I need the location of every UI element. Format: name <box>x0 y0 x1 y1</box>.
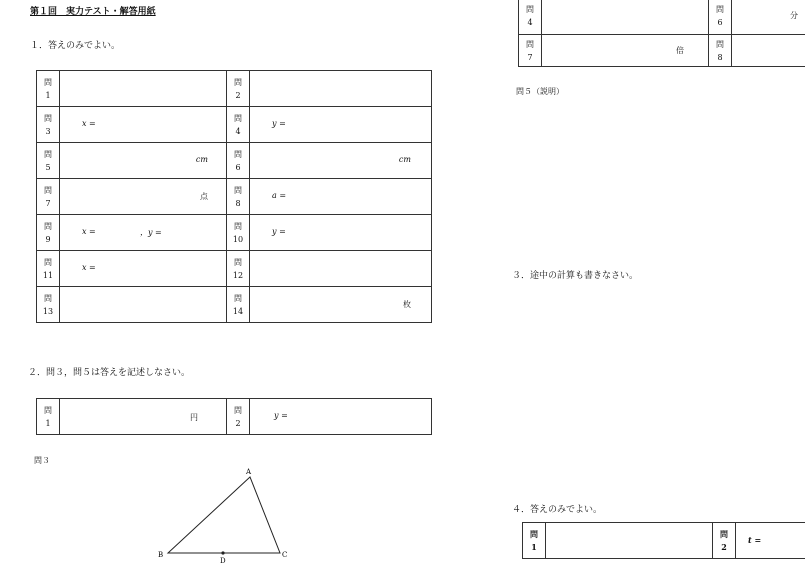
variable-label: x = <box>82 119 96 128</box>
question-number-cell: 問 2 <box>227 399 250 435</box>
question-number-cell: 問 1 <box>523 523 546 559</box>
answer-box[interactable] <box>732 35 805 67</box>
variable-label: y = <box>272 119 286 128</box>
question-number-cell: 問 4 <box>227 107 250 143</box>
variable-label: x = <box>82 263 96 272</box>
answer-box[interactable] <box>60 143 227 179</box>
triangle-figure <box>150 465 300 570</box>
answer-row <box>37 215 432 251</box>
point-d-label: D <box>220 557 226 565</box>
answer-box[interactable] <box>250 143 432 179</box>
variable-label: ，y = <box>140 228 162 237</box>
question-number-cell: 問 9 <box>37 215 60 251</box>
variable-label: t = <box>748 535 762 545</box>
question-number-cell: 問 1 <box>37 71 60 107</box>
answer-box[interactable] <box>250 179 432 215</box>
question-number-cell: 問 6 <box>709 0 732 35</box>
answer-box[interactable] <box>60 399 227 435</box>
answer-box[interactable] <box>250 71 432 107</box>
question-number-cell: 問 2 <box>713 523 736 559</box>
question-number-cell: 問 5 <box>37 143 60 179</box>
section2-answer-table <box>36 398 432 435</box>
answer-row <box>37 251 432 287</box>
answer-box[interactable] <box>250 251 432 287</box>
vertex-a-label: A <box>246 468 252 476</box>
question-number-cell: 問 10 <box>227 215 250 251</box>
answer-row <box>37 287 432 323</box>
question-number-cell: 問 8 <box>227 179 250 215</box>
question-number-cell: 問 8 <box>709 35 732 67</box>
point-d <box>221 551 224 554</box>
unit-label: 分 <box>790 11 798 20</box>
answer-box[interactable] <box>732 0 805 35</box>
vertex-c-label: C <box>282 551 288 559</box>
answer-box[interactable] <box>60 179 227 215</box>
q5-label: 問５（説明） <box>516 87 564 96</box>
question-number-cell: 問 14 <box>227 287 250 323</box>
answer-box[interactable] <box>60 107 227 143</box>
variable-label: x = <box>82 227 96 236</box>
question-number-cell: 問 11 <box>37 251 60 287</box>
q3-label: 問３ <box>34 456 50 465</box>
answer-box[interactable] <box>546 523 713 559</box>
answer-row <box>37 71 432 107</box>
answer-box[interactable] <box>250 399 432 435</box>
answer-box[interactable] <box>250 287 432 323</box>
question-number-cell: 問 1 <box>37 399 60 435</box>
answer-row <box>37 107 432 143</box>
question-number-cell: 問 3 <box>37 107 60 143</box>
answer-box[interactable] <box>60 215 227 251</box>
answer-row <box>37 143 432 179</box>
question-number-cell: 問 7 <box>37 179 60 215</box>
answer-row <box>37 179 432 215</box>
unit-label: 倍 <box>676 46 684 55</box>
question-number-cell: 問 7 <box>519 35 542 67</box>
section4-answer-table <box>522 522 805 559</box>
variable-label: y = <box>274 411 288 420</box>
section3-heading: ３．途中の計算も書きなさい。 <box>512 271 639 281</box>
answer-box[interactable] <box>60 71 227 107</box>
answer-box[interactable] <box>60 251 227 287</box>
vertex-b-label: B <box>158 551 164 559</box>
answer-box[interactable] <box>250 215 432 251</box>
unit-label: 円 <box>190 413 198 422</box>
right-top-answer-table <box>518 0 805 67</box>
question-number-cell: 問 12 <box>227 251 250 287</box>
unit-label: cm <box>195 155 208 164</box>
section2-heading: ２．問３，問５は答えを記述しなさい。 <box>28 368 191 378</box>
question-number-cell: 問 13 <box>37 287 60 323</box>
section1-answer-table <box>36 70 432 323</box>
answer-box[interactable] <box>60 287 227 323</box>
answer-box[interactable] <box>250 107 432 143</box>
answer-box[interactable] <box>542 0 709 35</box>
question-number-cell: 問 2 <box>227 71 250 107</box>
section4-heading: ４．答えのみでよい。 <box>512 505 603 515</box>
unit-label: cm <box>398 155 411 164</box>
answer-box[interactable] <box>542 35 709 67</box>
variable-label: y = <box>272 227 286 236</box>
question-number-cell: 問 6 <box>227 143 250 179</box>
variable-label: a = <box>272 191 287 200</box>
section1-heading: １．答えのみでよい。 <box>30 41 121 51</box>
answer-box[interactable] <box>736 523 805 559</box>
page-title: 第１回 実力テスト・解答用紙 <box>30 7 156 17</box>
triangle-abc <box>168 477 280 553</box>
unit-label: 点 <box>200 192 208 201</box>
unit-label: 枚 <box>403 300 411 309</box>
question-number-cell: 問 4 <box>519 0 542 35</box>
